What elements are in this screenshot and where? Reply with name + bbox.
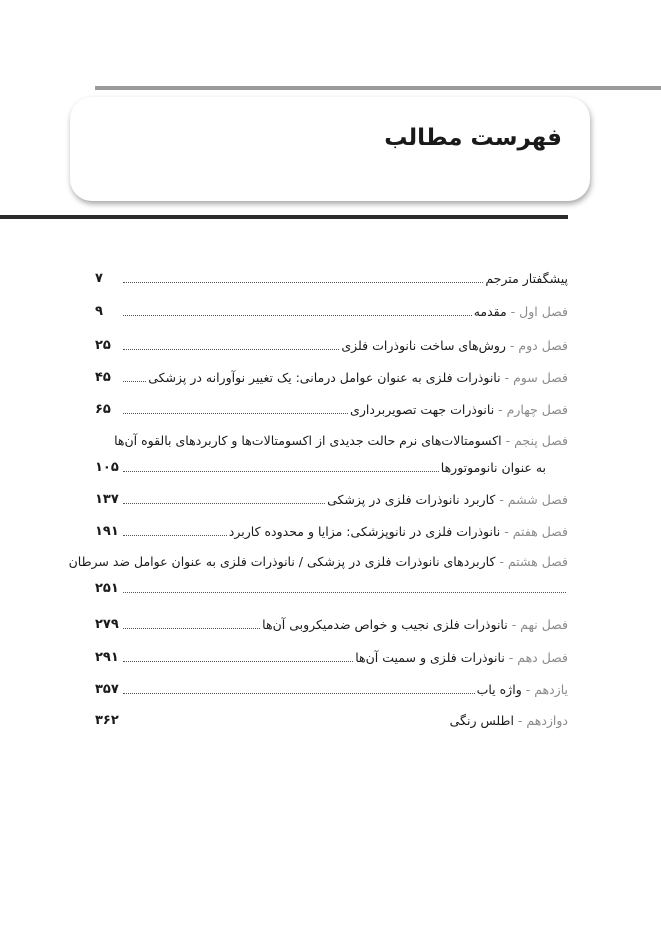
- toc-entry-line[interactable]: فصل هشتم - کاربردهای نانوذرات فلزی در پزشکی / نانوذرات فلزی به عنوان عوامل ضد سرطان: [68, 554, 568, 569]
- toc-entry-label: پیشگفتار مترجم: [485, 271, 568, 286]
- toc-entry[interactable]: [95, 612, 568, 634]
- dot-leader: [123, 592, 566, 593]
- toc-entry-label: فصل نهم - نانوذرات فلزی نجیب و خواص ضدمیکروبی آن‌ها: [262, 617, 568, 632]
- toc-page-number: ۱۳۷: [95, 492, 119, 507]
- toc-page-number: ۷: [95, 271, 103, 286]
- top-rule: [95, 86, 661, 90]
- title-box: [70, 97, 590, 201]
- toc-entry[interactable]: [95, 333, 568, 355]
- toc-entry-label: فصل اول - مقدمه: [473, 304, 568, 319]
- toc-entry[interactable]: [95, 708, 568, 730]
- toc-page-number: ۱۹۱: [95, 524, 119, 539]
- dot-leader: [123, 535, 227, 536]
- toc-entry-continuation: به عنوان نانوموتورها: [440, 460, 546, 475]
- toc-page-number: ۲۵: [95, 338, 111, 353]
- toc-page-number: ۱۰۵: [95, 460, 119, 475]
- toc-entry-label: یازدهم - واژه یاب: [476, 682, 568, 697]
- toc-page-number: ۳۵۷: [95, 682, 119, 697]
- dot-leader: [123, 349, 339, 350]
- toc-page-number: ۲۷۹: [95, 617, 119, 632]
- toc-entry-label: فصل ششم - کاربرد نانوذرات فلزی در پزشکی: [327, 492, 568, 507]
- toc-page-number: ۶۵: [95, 402, 111, 417]
- toc-entry[interactable]: [95, 645, 568, 667]
- toc-entry[interactable]: [95, 397, 568, 419]
- toc-entry[interactable]: [95, 365, 568, 387]
- toc-entry-label: فصل دهم - نانوذرات فلزی و سمیت آن‌ها: [355, 650, 568, 665]
- dot-leader: [123, 381, 146, 382]
- toc-page-number: ۹: [95, 304, 103, 319]
- toc-entry[interactable]: [95, 455, 568, 477]
- dot-leader: [123, 503, 325, 504]
- dot-leader: [123, 661, 353, 662]
- dot-leader: [123, 282, 483, 283]
- toc-entry[interactable]: [95, 677, 568, 699]
- dot-leader: [123, 413, 348, 414]
- toc-entry[interactable]: [95, 487, 568, 509]
- toc-entry-label: فصل سوم - نانوذرات فلزی به عنوان عوامل درمانی: یک تغییر نوآورانه در پزشکی: [148, 370, 568, 385]
- toc-entry-label: فصل چهارم - نانوذرات جهت تصویربرداری: [350, 402, 568, 417]
- toc-entry[interactable]: [95, 519, 568, 541]
- dot-leader: [123, 693, 475, 694]
- dot-leader: [123, 628, 260, 629]
- toc-entry[interactable]: [95, 266, 568, 288]
- toc-page-number: ۴۵: [95, 370, 111, 385]
- dot-leader: [123, 315, 472, 316]
- toc-entry[interactable]: [95, 576, 568, 598]
- dot-leader: [123, 471, 439, 472]
- toc-entry-line[interactable]: فصل پنجم - اکسومتالات‌های نرم حالت جدیدی از اکسومتالات‌ها و کاربردهای بالقوه آن‌ها: [114, 433, 568, 448]
- toc-entry-label: دوازدهم - اطلس رنگی: [449, 713, 568, 728]
- toc-entry-label: فصل هفتم - نانوذرات فلزی در نانوپزشکی: مزایا و محدوده کاربرد: [228, 524, 568, 539]
- toc-page-number: ۲۹۱: [95, 650, 119, 665]
- toc-entry[interactable]: [95, 299, 568, 321]
- toc-page-number: ۳۶۲: [95, 713, 119, 728]
- page-title: فهرست مطالب: [384, 125, 562, 151]
- toc-page-number: ۲۵۱: [95, 581, 119, 596]
- title-underline: [0, 215, 568, 219]
- toc-entry-label: فصل دوم - روش‌های ساخت نانوذرات فلزی: [341, 338, 568, 353]
